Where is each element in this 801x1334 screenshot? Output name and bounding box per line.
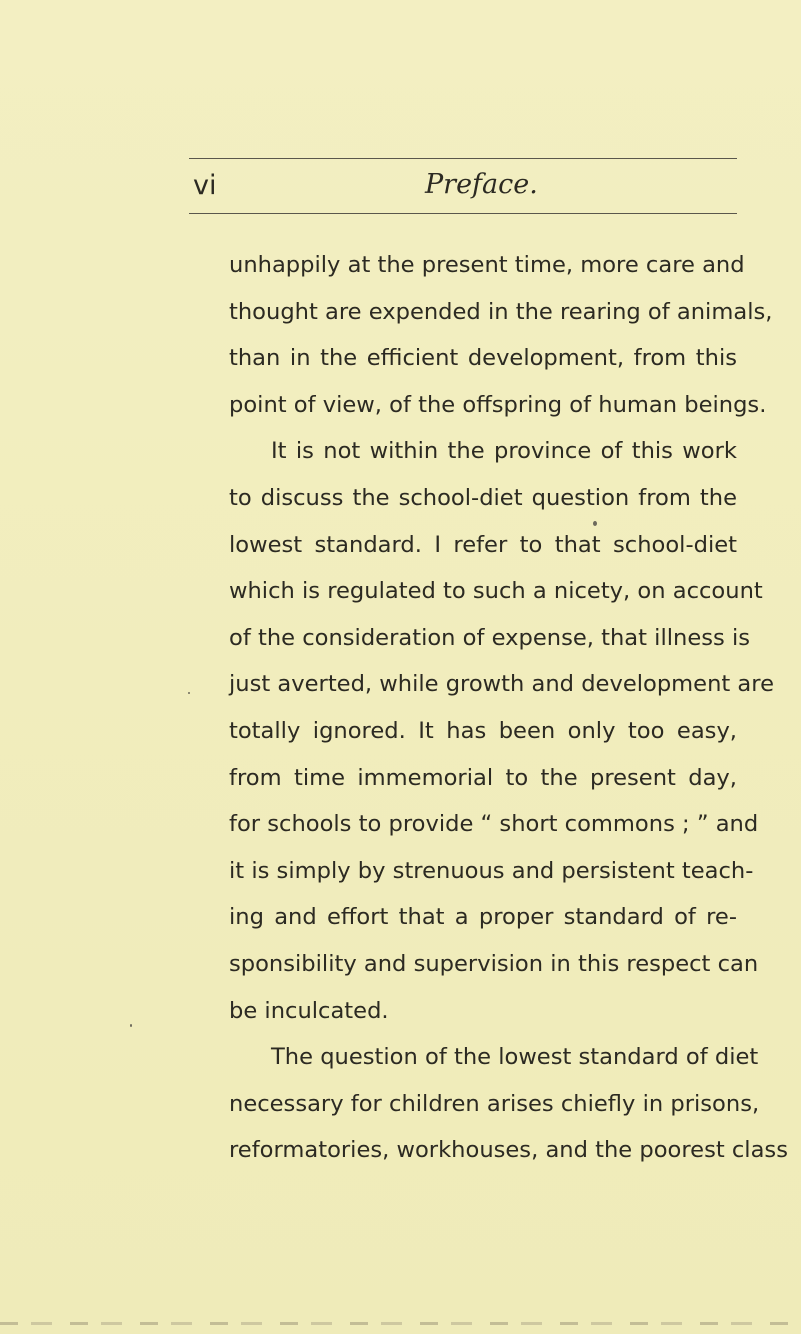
paper-speck: [188, 692, 190, 694]
text-line: thought are expended in the rearing of animals,: [229, 298, 773, 325]
text-line: totally ignored. It has been only too easy,: [229, 717, 737, 744]
text-line: be inculcated.: [229, 997, 389, 1024]
running-title: Preface.: [425, 169, 538, 200]
body-text: [229, 242, 788, 1174]
page-number: vi: [193, 170, 217, 201]
text-line: lowest standard. I refer to that school-diet: [229, 531, 737, 558]
text-line: ing and effort that a proper standard of re-: [229, 904, 737, 931]
text-line: unhappily at the present time, more care and: [229, 252, 745, 278]
paper-speck: [130, 1024, 132, 1027]
page-edge-texture: [0, 1322, 801, 1325]
text-line: to discuss the school-diet question from the: [229, 484, 737, 511]
header-rule-bottom: [189, 213, 737, 214]
paragraph-start-line: It is not within the province of this work: [271, 438, 737, 465]
paper-speck: [593, 521, 597, 526]
text-line: necessary for children arises chiefly in prisons,: [229, 1090, 760, 1117]
text-line: just averted, while growth and development are: [229, 671, 774, 698]
text-line: which is regulated to such a nicety, on account: [229, 578, 763, 605]
text-line: point of view, of the offspring of human beings.: [229, 391, 767, 418]
text-line: sponsibility and supervision in this respect can: [229, 950, 759, 977]
text-line: from time immemorial to the present day,: [229, 764, 737, 791]
text-line: for schools to provide “ short commons ; ” and: [229, 811, 759, 838]
paragraph-start-line: The question of the lowest standard of diet: [271, 1044, 759, 1071]
text-line: of the consideration of expense, that illness is: [229, 624, 750, 651]
text-line: reformatories, workhouses, and the poorest class: [229, 1137, 788, 1164]
header-rule-top: [189, 158, 737, 159]
text-line: it is simply by strenuous and persistent teach-: [229, 857, 754, 884]
text-line: than in the efficient development, from this: [229, 345, 737, 372]
